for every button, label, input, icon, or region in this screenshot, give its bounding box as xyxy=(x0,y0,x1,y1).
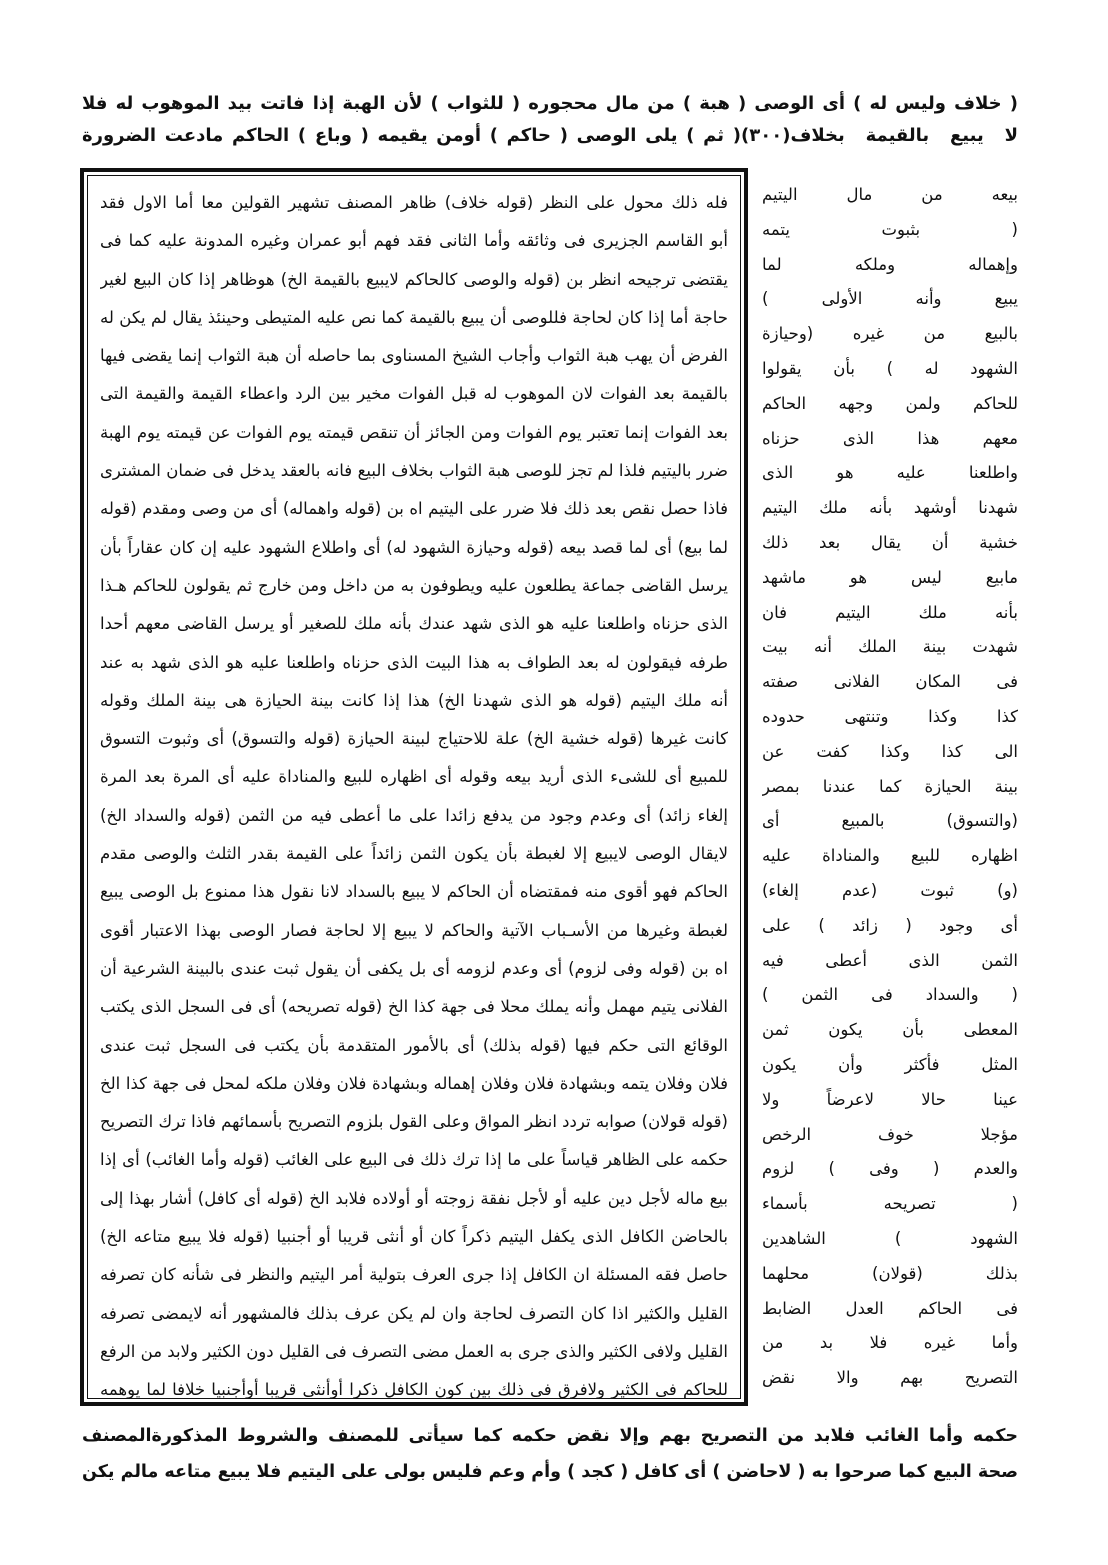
footer-line-2: صحة البيع كما صرحوا به ( لاحاضن ) أى كافل ( كجد ) وأم وعم فليس بولى على اليتيم فلا يبيع متاعه مالم يكن xyxy=(82,1462,1018,1482)
main-text-line: (والتسوق) بالمبيع أى xyxy=(762,811,1018,831)
commentary-line: لايقال الوصى لايبيع إلا لغبطة بأن يكون الثمن زائداً على القيمة بقدر الثلث والوصى مقدم xyxy=(100,844,728,864)
main-text-line: مابيع ليس هو ماشهد xyxy=(762,567,1018,587)
commentary-line: يرسل القاضى جماعة يطلعون عليه ويطوفون به من داخل ومن خارج ثم يقولون للحاكم هـذا xyxy=(100,575,728,595)
main-text-line: بذلك (قولان) محلهما xyxy=(762,1263,1018,1283)
commentary-line: بعد الفوات إنما تعتبر يوم الفوات ومن الجائز أن تنقص قيمته يوم الفوات عن قيمته يوم الهبة xyxy=(100,422,728,442)
main-text-line: ( والسداد فى الثمن ) xyxy=(762,985,1018,1005)
commentary-line: طرفه فيقولون له بعد الطواف به هذا البيت الذى حزناه واطلعنا عليه هو الذى شهد به عند xyxy=(100,652,728,672)
commentary-line: الفلانى يتيم مهمل وأنه يملك محلا فى جهة كذا الخ (قوله تصريحه) أى فى السجل الذى يكتب xyxy=(100,997,728,1017)
main-text-line: فى الحاكم العدل الضابط xyxy=(762,1298,1018,1318)
page-header xyxy=(82,88,1018,152)
main-text-line: وإهماله وملكه لما xyxy=(762,254,1018,274)
commentary-line: بالحاضن الكافل الذى يكفل اليتيم ذكراً كان أو أنثى قريبا أو أجنبيا (قوله فلا يبيع متاعه الخ) xyxy=(100,1227,728,1247)
page-number: (٣٠٠) xyxy=(741,125,791,146)
main-text-line: أى وجود ( زائد ) على xyxy=(762,915,1018,935)
footer-line-1-right: حكمه وأما الغائب فلابد من التصريح بهم وإلا نقض حكمه كما سيأتى للمصنف والشروط المذكورة xyxy=(151,1426,1018,1446)
commentary-line: فله ذلك محول على النظر (قوله خلاف) ظاهر المصنف تشهير القولين معا أما الاول فقد xyxy=(100,193,728,212)
commentary-line: إلغاء زائد) أى وعدم وجود من يدفع زائدا على ما أعطى فيه من الثمن (قوله والسداد الخ) xyxy=(100,805,728,825)
commentary-line: لما بيع) أى لما قصد بيعه (قوله وحيازة الشهود له) أى واطلاع الشهود عليه إن كان عقاراً بأن xyxy=(100,537,728,557)
footer-line-1-left: المصنف xyxy=(82,1426,152,1446)
main-text-line: فى المكان الفلانى صفته xyxy=(762,672,1018,692)
commentary-line: حاصل فقه المسئلة ان الكافل إذا جرى العرف بتولية أمر اليتيم والنظر فى شأنه كان تصرفه xyxy=(100,1265,728,1285)
page-footer xyxy=(82,1418,1018,1490)
commentary-line: القليل والكثير اذا كان التصرف لحاجة وان لم يكن عرف بذلك فالمشهور أنه لايمضى تصرفه xyxy=(100,1303,728,1323)
main-text-line: عينا حالا لاعرضاً ولا xyxy=(762,1089,1018,1109)
main-text-column xyxy=(762,178,1018,1396)
main-text-line: ( بثبوت يتمه xyxy=(762,219,1018,239)
main-text-line: اظهاره للبيع والمناداة عليه xyxy=(762,846,1018,866)
main-text-line: بأنه ملك اليتيم فان xyxy=(762,602,1018,622)
header-line-2-left: ( ثم ) يلى الوصى ( حاكم ) أومن يقيمه ( وباع ) الحاكم مادعت الضرورة xyxy=(82,125,742,146)
main-text-line: الشهود له ) بأن يقولوا xyxy=(762,358,1018,378)
commentary-line: لغبطة وغيرها من الأسـباب الآتية والحاكم لا يبيع إلا لحاجة فصار الوصى بهذا الاعتبار أقوى xyxy=(100,920,728,940)
commentary-line: ضرر باليتيم فلذا لم تجز للوصى هبة الثواب بخلاف البيع فانه بالعقد يدخل فى ضمان المشترى xyxy=(100,461,728,481)
commentary-line: (قوله قولان) صوابه تردد انظر المواق وعلى القول بلزوم التصريح بأسمائهم فاذا ترك التصريح xyxy=(100,1112,728,1132)
main-text-line: كذا وكذا وتنتهى حدوده xyxy=(762,706,1018,726)
header-line-1: ( خلاف وليس له ) أى الوصى ( هبة ) من مال محجوره ( للثواب ) لأن الهبة إذا فاتت بيد الموهوب له فلا xyxy=(82,93,1018,114)
main-text-line: الشهود ) الشاهدين xyxy=(762,1228,1018,1248)
main-text-line: بالبيع من غيره (وحيازة xyxy=(762,324,1018,344)
commentary-line: القليل ولافى الكثير والذى جرى به العمل مضى التصرف فى القليل دون الكثير ولابد من الرفع xyxy=(100,1341,728,1361)
main-text-line: واطلعنا عليه هو الذى xyxy=(762,463,1018,483)
header-line-2 xyxy=(82,120,1018,152)
main-text-line: ( تصريحه بأسماء xyxy=(762,1194,1018,1214)
main-text-line: خشية أن يقال بعد ذلك xyxy=(762,532,1018,552)
commentary-line: فاذا حصل نقص بعد ذلك فلا ضرر على اليتيم اه بن (قوله واهماله) أى من وصى ومقدم (قوله xyxy=(100,499,728,519)
commentary-line: الحاكم فهو أقوى منه فمقتضاه أن الحاكم لا يبيع بالسداد لانا نقول هذا ممنوع بل الوصى يبيع xyxy=(100,882,728,902)
main-text-line: بيعه من مال اليتيم xyxy=(762,185,1018,204)
commentary-line: الذى حزناه واطلعنا عليه هو الذى شهد عندك بأنه ملك للصغير أو يرسل القاضى معهم أحدا xyxy=(100,614,728,634)
commentary-line: للمبيع أى للشىء الذى أريد بيعه وقوله أى اظهاره للبيع والمناداة عليه أى المرة بعد المرة xyxy=(100,767,728,787)
commentary-line: حاجة أما إذا كان لحاجة فللوصى أن يبيع بالقيمة كما نص عليه المتيطى وحينئذ يقال لم يكن له xyxy=(100,307,728,327)
commentary-line: بالقيمة بعد الفوات لان الموهوب له قبل الفوات مخير بين الرد واعطاء القيمة والقيمة التى xyxy=(100,384,728,404)
main-text-line: وأما غيره فلا بد من xyxy=(762,1333,1018,1353)
commentary-line: للحاكم فى الكثير ولافرق فى ذلك بين كون الكافل ذكرا أوأنثى قريبا أوأجنبيا خلافا لما يوهمه xyxy=(100,1380,728,1400)
commentary-box xyxy=(80,168,748,1406)
commentary-line: كانت غيرها (قوله خشية الخ) علة للاحتياج لبينة الحيازة (قوله والتسوق) أى وثبوت التسوق xyxy=(100,729,728,749)
main-text-line: يبيع وأنه الأولى ) xyxy=(762,289,1018,309)
main-text-line: المثل فأكثر وأن يكون xyxy=(762,1054,1018,1074)
main-text-line: (و) ثبوت (عدم إلغاء) xyxy=(762,880,1018,900)
commentary-line: حكمه على الظاهر قياساً على ما إذا ترك ذلك فى البيع على الغائب (قوله وأما الغائب) أى إذا xyxy=(100,1150,728,1170)
main-text-line: المعطى بأن يكون ثمن xyxy=(762,1020,1018,1040)
main-text-line: بينة الحيازة كما عندنا بمصر xyxy=(762,776,1018,796)
commentary-line: أبو القاسم الجزيرى فى وثائقه وأما الثانى فقد فهم أبو عمران وغيره المدونة عليه كما فى xyxy=(100,231,728,251)
main-text-line: والعدم ( وفى ) لزوم xyxy=(762,1159,1018,1179)
commentary-line: يقتضى ترجيحه انظر بن (قوله والوصى كالحاكم لايبيع بالقيمة الخ) هوظاهر إذا كان البيع لغير xyxy=(100,269,728,289)
main-text-line: الى كذا وكذا كفت عن xyxy=(762,741,1018,761)
header-line-2-right: لا يبيع بالقيمة بخلاف xyxy=(790,125,1018,146)
main-text-line: التصريح بهم والا نقض xyxy=(762,1368,1018,1388)
commentary-line: أنه ملك اليتيم (قوله هو الذى شهدنا الخ) هذا إذا كانت بينة الحيازة هى بينة الملك وقوله xyxy=(100,690,728,710)
commentary-line: بيع ماله لأجل دين عليه أو لأجل نفقة زوجته أو أولاده فلابد الخ (قوله أى كافل) أشار بهذا إلى xyxy=(100,1188,728,1208)
commentary-text xyxy=(87,175,741,1399)
main-text-line: للحاكم ولمن وجهه الحاكم xyxy=(762,393,1018,413)
main-text-line: شهدنا أوشهد بأنه ملك اليتيم xyxy=(762,498,1018,518)
commentary-line: اه بن (قوله وفى لزوم) أى وعدم لزومه أى بل يكفى أن يقول ثبت عندى بالبينة الشرعية أن xyxy=(100,958,728,978)
commentary-line: الفرض أن يهب هبة الثواب وأجاب الشيخ المسناوى بما حاصله أن هبة الثواب إنما يقضى فيها xyxy=(100,346,728,366)
commentary-line: الوقائع التى حكم فيها (قوله بذلك) أى بالأمور المتقدمة بأن يكتب فى السجل ثبت عندى xyxy=(100,1035,728,1055)
main-text-line: مؤجلا خوف الرخص xyxy=(762,1124,1018,1144)
main-text-line: الثمن الذى أعطى فيه xyxy=(762,950,1018,970)
commentary-line: فلان وفلان يتمه وبشهادة فلان وفلان إهماله وبشهادة فلان وفلان ملكه لمحل فى جهة كذا الخ xyxy=(100,1073,728,1093)
footer-line-1 xyxy=(82,1418,1018,1454)
main-text-line: معهم هذا الذى حزناه xyxy=(762,428,1018,448)
main-text-line: شهدت بينة الملك أنه بيت xyxy=(762,637,1018,657)
